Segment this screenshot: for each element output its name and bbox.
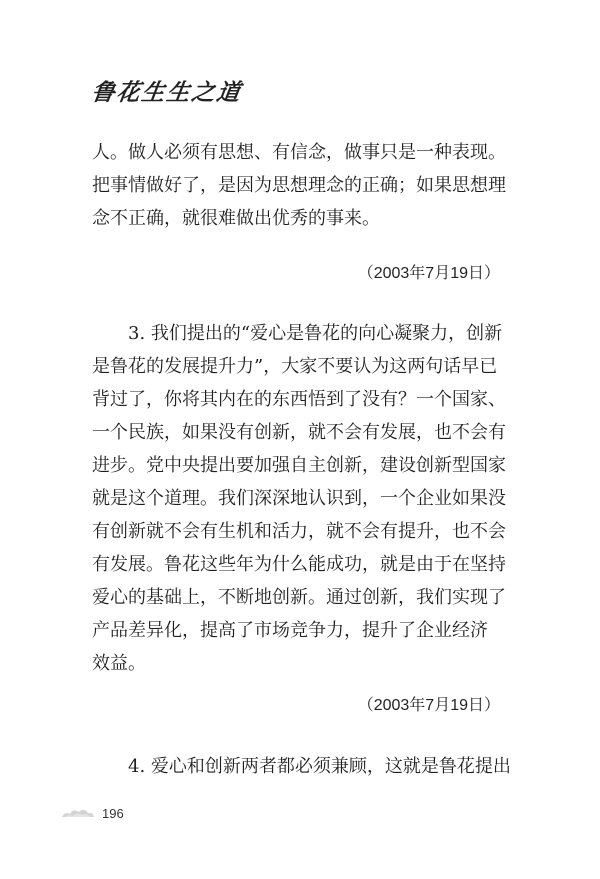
text-line: 爱心的基础上，不断地创新。通过创新，我们实现了 [92, 587, 506, 608]
text-line: 进步。党中央提出要加强自主创新，建设创新型国家 [92, 455, 506, 476]
cloud-ornament-icon [60, 806, 96, 820]
text-line: 产品差异化，提高了市场竞争力，提升了企业经济 [92, 620, 488, 641]
text-line: 把事情做好了，是因为思想理念的正确；如果思想理 [92, 175, 506, 196]
text-line: 4. 爱心和创新两者都必须兼顾，这就是鲁花提出 [128, 756, 511, 777]
book-title-logo: 鲁花生生之道 [89, 79, 244, 106]
text-line: 一个民族，如果没有创新，就不会有发展，也不会有 [92, 422, 506, 443]
text-line: 3. 我们提出的“爱心是鲁花的向心凝聚力，创新 [128, 323, 503, 344]
date-stamp: （2003年7月19日） [357, 265, 500, 282]
text-line: 效益。 [92, 653, 146, 674]
text-line: 有发展。鲁花这些年为什么能成功，就是由于在坚持 [92, 554, 506, 575]
text-line: 人。做人必须有思想、有信念，做事只是一种表现。 [92, 142, 506, 163]
page-footer [60, 803, 124, 823]
text-line: 就是这个道理。我们深深地认识到，一个企业如果没 [92, 488, 506, 509]
paragraph-item-3 [92, 317, 512, 680]
text-line: 念不正确，就很难做出优秀的事来。 [92, 208, 380, 229]
text-line: 背过了，你将其内在的东西悟到了没有？一个国家、 [92, 389, 506, 410]
text-line: 有创新就不会有生机和活力，就不会有提升，也不会 [92, 521, 506, 542]
paragraph-continuation [92, 136, 512, 235]
date-stamp: （2003年7月19日） [357, 697, 500, 714]
text-line: 是鲁花的发展提升力”，大家不要认为这两句话早已 [92, 356, 498, 377]
paragraph-item-4 [92, 750, 512, 783]
page-number: 196 [102, 805, 124, 821]
